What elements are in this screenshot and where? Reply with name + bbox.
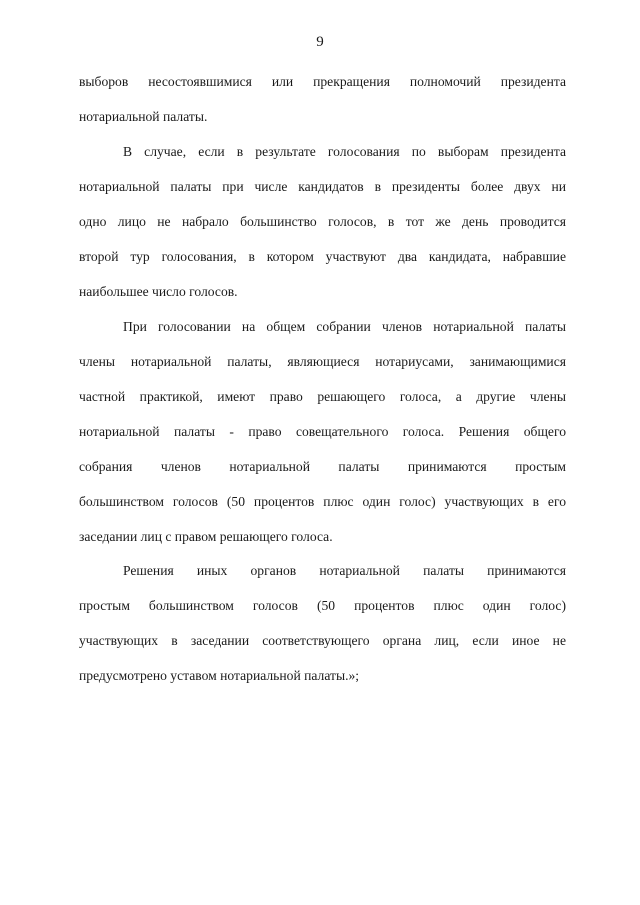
text-line: собрания членов нотариальной палаты принимаются простым — [79, 459, 566, 474]
text-line: предусмотрено уставом нотариальной палаты.»; — [79, 668, 360, 683]
text-line: нотариальной палаты - право совещательного голоса. Решения общего — [79, 424, 566, 439]
paragraph-4 — [79, 553, 566, 693]
text-line: наибольшее число голосов. — [79, 284, 238, 299]
text-line: члены нотариальной палаты, являющиеся нотариусами, занимающимися — [79, 354, 566, 369]
text-line: нотариальной палаты. — [79, 109, 208, 124]
paragraph-1 — [79, 64, 566, 134]
text-line: простым большинством голосов (50 процентов плюс один голос) — [79, 598, 566, 613]
text-line: участвующих в заседании соответствующего органа лиц, если иное не — [79, 633, 566, 648]
text-line: заседании лиц с правом решающего голоса. — [79, 529, 333, 544]
text-line: Решения иных органов нотариальной палаты принимаются — [123, 563, 566, 578]
text-line: частной практикой, имеют право решающего голоса, а другие члены — [79, 389, 566, 404]
text-line: большинством голосов (50 процентов плюс один голос) участвующих в его — [79, 494, 566, 509]
text-line: В случае, если в результате голосования по выборам президента — [123, 144, 566, 159]
paragraph-2 — [79, 134, 566, 309]
text-line: одно лицо не набрало большинство голосов, в тот же день проводится — [79, 214, 566, 229]
page-number: 9 — [316, 34, 324, 50]
paragraph-3 — [79, 309, 566, 554]
text-line: второй тур голосования, в котором участвуют два кандидата, набравшие — [79, 249, 566, 264]
text-line: При голосовании на общем собрании членов нотариальной палаты — [123, 319, 566, 334]
text-line: нотариальной палаты при числе кандидатов в президенты более двух ни — [79, 179, 566, 194]
text-line: выборов несостоявшимися или прекращения полномочий президента — [79, 74, 566, 89]
